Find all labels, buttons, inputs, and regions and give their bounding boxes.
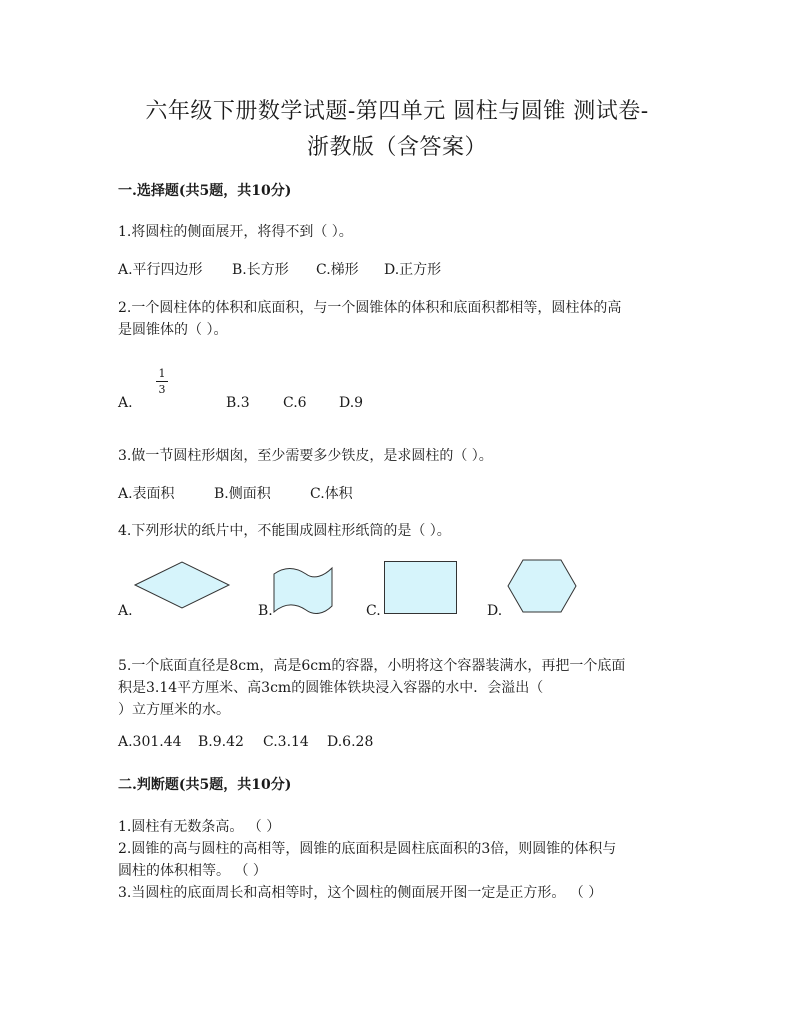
page-title-line2: 浙教版（含答案） bbox=[306, 135, 487, 160]
s1-q2-option-d: D.9 bbox=[339, 395, 364, 411]
s1-q5-option-c: C.3.14 bbox=[263, 734, 309, 750]
s1-q5-line3: ）立方厘米的水。 bbox=[118, 702, 230, 718]
s1-q3-option-b: B.侧面积 bbox=[214, 486, 271, 502]
s1-q3-option-c: C.体积 bbox=[310, 486, 353, 502]
s1-q1-option-c: C.梯形 bbox=[316, 262, 359, 278]
rhombus-shape bbox=[133, 560, 231, 610]
rectangle-shape bbox=[383, 560, 459, 616]
hexagon-shape bbox=[506, 558, 578, 614]
rectangle-rect bbox=[385, 562, 457, 614]
s1-q4-option-a-label: A. bbox=[118, 603, 133, 619]
s1-q5-option-d: D.6.28 bbox=[327, 734, 374, 750]
s1-q3-option-a: A.表面积 bbox=[118, 486, 175, 502]
section2-heading: 二.判断题(共5题，共10分) bbox=[118, 777, 292, 793]
s1-q2-line2: 是圆锥体的（ ）。 bbox=[118, 322, 228, 338]
s1-q4-text: 4.下列形状的纸片中，不能围成圆柱形纸筒的是（ ）。 bbox=[118, 523, 451, 539]
s1-q4-option-b-label: B. bbox=[258, 603, 273, 619]
s1-q1-option-d: D.正方形 bbox=[384, 262, 442, 278]
s1-q1-option-b: B.长方形 bbox=[232, 262, 289, 278]
s2-q2-line2: 圆柱的体积相等。 （ ） bbox=[118, 863, 267, 879]
s1-q5-option-a: A.301.44 bbox=[118, 734, 182, 750]
s1-q2-option-a-fraction bbox=[156, 367, 168, 396]
s2-q1-text: 1.圆柱有无数条高。 （ ） bbox=[118, 819, 281, 835]
s1-q4-option-c-label: C. bbox=[366, 603, 381, 619]
s1-q2-option-a-label: A. bbox=[118, 395, 133, 411]
s1-q5-line2: 积是3.14平方厘米、高3cm的圆锥体铁块浸入容器的水中．会溢出（ bbox=[118, 680, 544, 696]
section1-heading: 一.选择题(共5题，共10分) bbox=[118, 183, 292, 199]
wavy-banner-path bbox=[274, 568, 332, 613]
page-title-line1: 六年级下册数学试题-第四单元 圆柱与圆锥 测试卷- bbox=[145, 99, 649, 124]
fraction-bar bbox=[156, 381, 168, 382]
s1-q1-text: 1.将圆柱的侧面展开，将得不到（ ）。 bbox=[118, 224, 353, 240]
rhombus-polygon bbox=[135, 562, 229, 608]
s1-q2-line1: 2.一个圆柱体的体积和底面积，与一个圆锥体的体积和底面积都相等，圆柱体的高 bbox=[118, 300, 622, 316]
fraction-denominator: 3 bbox=[158, 383, 166, 396]
s1-q4-option-d-label: D. bbox=[487, 603, 503, 619]
s1-q5-option-b: B.9.42 bbox=[198, 734, 244, 750]
s2-q3-text: 3.当圆柱的底面周长和高相等时，这个圆柱的侧面展开图一定是正方形。 （ ） bbox=[118, 885, 603, 901]
s1-q2-option-b: B.3 bbox=[226, 395, 250, 411]
wavy-banner-shape bbox=[270, 564, 334, 616]
hexagon-polygon bbox=[508, 560, 576, 612]
s1-q1-option-a: A.平行四边形 bbox=[118, 262, 203, 278]
s1-q5-line1: 5.一个底面直径是8cm，高是6cm的容器，小明将这个容器装满水，再把一个底面 bbox=[118, 658, 626, 674]
s1-q2-option-c: C.6 bbox=[283, 395, 307, 411]
s2-q2-line1: 2.圆锥的高与圆柱的高相等，圆锥的底面积是圆柱底面积的3倍，则圆锥的体积与 bbox=[118, 841, 617, 857]
fraction-numerator: 1 bbox=[158, 367, 166, 380]
s1-q3-text: 3.做一节圆柱形烟囱，至少需要多少铁皮，是求圆柱的（ ）。 bbox=[118, 448, 493, 464]
